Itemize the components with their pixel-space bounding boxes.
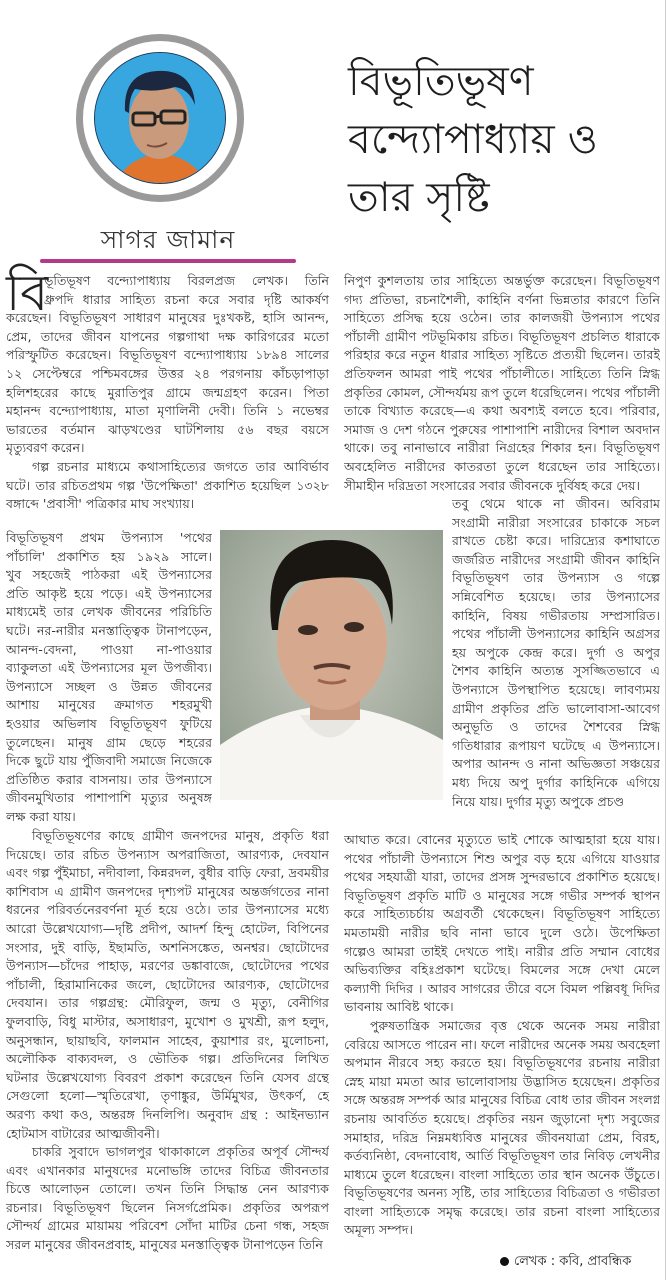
text-line: তবু থেমে থাকে না জীবন। অবিরাম	[452, 496, 660, 511]
text-line: নিপুণ কুশলতায় তার সাহিত্যে অন্তর্ভুক্ত করেছেন। বিভূতিভূষণ	[344, 273, 660, 288]
text-line: ভূতিভূষণ বন্দ্যোপাধ্যায় বিরলপ্রজ লেখক। তিনি	[44, 273, 329, 288]
text-line: পথের পাঁচালী উপন্যাসের কাহিনি অগ্রসর	[452, 626, 660, 642]
text-line: আঘাত করে। বোনের মৃত্যুতে ভাই শোকে আত্মহারা হয়ে যায়।	[344, 832, 660, 847]
text-line: শৈশব কাহিনি অত্যন্ত সুসজ্জিতভাবে এ	[452, 663, 660, 679]
text-line: উপন্যাসে উপস্থাপিত হয়েছে। লাবণ্যময়	[452, 681, 660, 697]
text-line: অপার আনন্দ ও নানা অভিজ্ঞতা সঞ্চয়ের	[452, 756, 660, 772]
text-line: কাহিনি, বিষয় গভীরতায় সম্প্রসারিত।	[452, 607, 660, 623]
text-line: স্নেহ মায়া মমতা আর ভালোবাসায় উদ্ভাসিত হয়েছেন। প্রকৃতির	[344, 1073, 660, 1089]
text-line: পাঁচালী গ্রামীণ পটভূমিকায় রচিত। বিভূতিভূষণ প্রচলিত ধারাকে	[344, 328, 660, 344]
text-line: প্রেম, তাদের জীবন যাপনের গল্পগাথা দক্ষ কারিগরের মতো	[6, 328, 329, 344]
text-line: পাঁচালি' প্রকাশিত হয় ১৯২৯ সালে।	[6, 548, 212, 564]
text-line: গল্প রচনার মাধ্যমে কথাসাহিত্যের জগতে তার আবির্ভাব	[32, 458, 329, 474]
text-line: আনন্দ-বেদনা, পাওয়া না-পাওয়ার	[6, 641, 212, 657]
right-column-bottom	[344, 831, 660, 1240]
text-line: মধ্য দিয়ে অপু দুর্গার কাহিনিকে এগিয়ে	[452, 774, 660, 790]
text-line: জীবনমুখিতার পাশাপাশি মৃত্যুর অনুষঙ্গ	[6, 790, 212, 806]
text-line: সংগ্রামী নারীরা সংসারের চাকাকে সচল	[452, 514, 660, 530]
left-column-top	[6, 272, 329, 514]
text-line: পরিহার করে নতুন ধারার সাহিত্য সৃষ্টিতে প্রত্যয়ী ছিলেন। তারই	[344, 347, 660, 363]
text-line: বিভূতিভূষণ প্রকৃতি মাটি ও মানুষের সঙ্গে গভীর সম্পর্ক স্থাপন	[344, 887, 660, 903]
author-name: সাগর জামান	[100, 225, 236, 254]
text-line: করেছেন। বিভূতিভূষণ সাধারণ মানুষের দুঃখকষ্ট, হাসি আনন্দ,	[6, 310, 329, 326]
text-line: মৃত্যুবরণ করেন।	[6, 440, 85, 456]
author-photo	[94, 52, 226, 184]
text-line: প্রকৃতির কোমল, সৌন্দর্যময় রূপ তুলে ধরেছিলেন। পথের পাঁচালী	[344, 384, 660, 400]
accent-divider	[40, 259, 296, 263]
bibhutibhushan-portrait	[220, 530, 443, 800]
text-line: ভারতের বর্তমান ঝাড়খণ্ডের ঘাটশিলায় ৫৬ বছর বয়সে	[6, 421, 329, 437]
text-line: কাশিবাস এ গ্রামীণ জনপদের দৃশ্যপট মানুষের অন্তর্জগতের নানা	[6, 883, 329, 899]
text-line: সঙ্গে অন্তরঙ্গ সম্পর্ক আর মানুষের বিচিত্র বোধ তার জীবন সংলগ্ন	[344, 1092, 660, 1108]
text-line: পুরুষতান্ত্রিক সমাজের বৃত্ত থেকে অনেক সময় নারীরা	[370, 1017, 660, 1033]
text-line: অলৌকিক বাক্যবদল, ও ভৌতিক গল্প। প্রতিদিনের লিখিত	[6, 1051, 329, 1067]
text-line: বিভূতিভূষণের কাছে গ্রামীণ জনপদের মানুষ, প্রকৃতি ধরা	[32, 828, 329, 843]
text-line: ধ্রুপদি ধারার সাহিত্য রচনা করে সবার দৃষ্টি আকর্ষণ	[44, 291, 329, 307]
text-line: প্রতিফলন আমরা পাই পথের পাঁচালীতে। সাহিত্যে তিনি স্নিগ্ধ	[344, 365, 660, 381]
text-line: মাধ্যমেই তার লেখক জীবনের পরিচিতি	[6, 604, 212, 620]
text-line: হওয়ার অভিলাষ বিভূতিভূষণ ফুটিয়ে	[6, 715, 212, 731]
text-line: পরিস্ফুটিত করেছেন। বিভূতিভূষণ বন্দ্যোপাধ্যায় ১৮৯৪ সালের	[6, 347, 329, 363]
text-line: কর্তব্যনিষ্ঠা, বেদনাবোধ, আর্তি বিভূতিভূষণ তার নিবিড় লেখনীর	[344, 1148, 660, 1164]
drop-cap: বি	[6, 264, 49, 322]
text-line: হলিশহরের কাছে মুরাতিপুর গ্রামে জন্মগ্রহণ করেন। পিতা	[6, 384, 329, 400]
text-line: আরো উল্লেখযোগ্য—দৃষ্টি প্রদীপ, আদর্শ হিন্দু হোটেল, বিপিনের	[6, 920, 329, 936]
author-portrait-icon	[95, 53, 226, 184]
text-line: উপন্যাসে সচ্ছল ও উন্নত জীবনের	[6, 678, 212, 694]
text-line: ঘটে। তার রচিতপ্রথম গল্প 'উপেক্ষিতা' প্রকাশিত হয়েছিল ১৩২৮	[6, 477, 329, 493]
text-line: সেগুলো হলো—স্মৃতিরেখা, তৃণাঙ্কুর, উর্মিমুখর, উৎকর্ণ, হে	[6, 1088, 329, 1104]
text-line: পাঁচালী, হিরামানিকের জলে, ছোটোদের আরণ্যক, ছোটোদের	[6, 976, 329, 992]
text-line: গ্রামীণ প্রকৃতির প্রতি ভালোবাসা-আবেগ	[452, 700, 660, 716]
text-line: ফুলবাড়ি, বিধু মাস্টার, অসাধারণ, মুখোশ ও মুখশ্রী, রূপ হলুদ,	[6, 1013, 329, 1029]
text-line: বাংলা সাহিত্যকে সমৃদ্ধ করেছে। তার রচনা বাংলা সাহিত্যের	[344, 1203, 660, 1219]
text-line: দেবযান। তার গল্পগ্রন্থ: মৌরিফুল, জন্ম ও মৃত্যু, বেনীগির	[6, 995, 329, 1011]
text-line: ঘটে। নর-নারীর মনস্তাত্ত্বিক টানাপড়েন,	[6, 622, 212, 638]
text-line: মাধ্যমে তুলে ধরেছেন। বাংলা সাহিত্যে তার স্থান অনেক উঁচুতে।	[344, 1166, 660, 1182]
text-line: থাকে। তবু নানাভাবে নারীরা নিগ্রহের শিকার হন। বিভূতিভূষণ	[344, 440, 660, 456]
text-line: গতিধারার রূপায়ণ ঘটেছে এ উপন্যাসে।	[452, 737, 660, 753]
text-line: গদ্য প্রতিভা, রচনাশৈলী, কাহিনি বর্ণনা ভিন্নতার কারণে তিনি	[344, 291, 660, 307]
text-line: দিকে ছুটে যায় পুঁজিবাদী সমাজে নিজেকে	[6, 753, 212, 769]
text-line: রচনার। বিভূতিভূষণ ছিলেন নিসর্গপ্রেমিক। প্রকৃতির অপরূপ	[6, 1199, 329, 1215]
author-credit	[500, 1252, 631, 1273]
title-line: বিভূতিভূষণ	[348, 57, 534, 105]
text-line: বিভূতিভূষণের অনন্য সৃষ্টি, তার সাহিত্যের বিচিত্রতা ও গভীরতা	[344, 1185, 660, 1201]
text-line: করে সাহিত্যচর্চায় অগ্রবর্তী থেকেছেন। বিভূতিভূষণ সাহিত্যে	[344, 906, 660, 922]
text-line: পথের পাঁচালী উপন্যাসে শিশু অপুর বড় হয়ে এগিয়ে যাওয়ার	[344, 850, 660, 866]
text-line: মমতাময়ী নারীর ছবি নানা ভাবে দুলে ওঠে। উপেক্ষিতা	[344, 924, 660, 940]
text-line: জর্জরিত নারীদের সংগ্রামী জীবন কাহিনি	[452, 551, 660, 567]
text-line: সমাহার, দরিদ্র নিম্নমধ্যবিত্ত মানুষের জীবনযাত্রা প্রেম, বিরহ,	[344, 1129, 660, 1145]
text-line: নিয়ে যায়। দুর্গার মৃত্যু অপুকে প্রচণ্ড	[452, 793, 625, 809]
text-line: ব্যাকুলতা এই উপন্যাসের মূল উপজীব্য।	[6, 660, 212, 676]
text-line: রচনায় আবর্তিত হয়েছে। প্রকৃতির নয়ন জুড়ানো দৃশ্য সবুজের	[344, 1110, 660, 1126]
text-line: প্রতিষ্ঠিত করার বাসনায়। তার উপন্যাসে	[6, 771, 212, 787]
text-line: অবহেলিত নারীদের কাতরতা তুলে ধরেছেন তার সাহিত্যে।	[344, 458, 660, 474]
text-line: অভিব্যক্তির বহিঃপ্রকাশ ঘটেছে। বিমলের সঙ্গে দেখা মেলে	[344, 962, 660, 978]
text-line: সরল মানুষের জীবনপ্রবাহ, মানুষের মনস্তাত্ত্বিক টানাপড়েন তিনি	[6, 1237, 323, 1253]
text-line: খুব সহজেই পাঠকরা এই উপন্যাসের	[6, 567, 212, 583]
page-edge-line	[665, 0, 666, 1280]
text-line: সন্নিবেশিত হয়েছে। তার উপন্যাসের	[452, 588, 660, 604]
text-line: বঙ্গাব্দে 'প্রবাসী' পত্রিকার মাঘ সংখ্যায়।	[6, 496, 195, 512]
portrait-image-icon	[220, 530, 443, 800]
text-line: চিত্তে আলোড়ন তোলে। তখন তিনি সিদ্ধান্ত নেন আরণ্যক	[6, 1181, 329, 1197]
left-column-bottom	[6, 827, 329, 1255]
text-line: সৌন্দর্য গ্রামের মায়াময় পরিবেশ সোঁদা মাটির চেনা গন্ধ, সহজ	[6, 1218, 329, 1234]
text-line: তুলেছেন। মানুষ গ্রাম ছেড়ে শহরের	[6, 734, 212, 750]
right-column-narrow	[452, 495, 660, 811]
text-line: সমাজ ও দেশ গঠনে পুরুষের পাশাপাশি নারীদের বিশাল অবদান	[344, 421, 660, 437]
text-line: অনুভূতি ও তাদের শৈশবের স্নিগ্ধ	[452, 719, 660, 735]
text-line: বেরিয়ে আসতে পারেন না। ফলে নারীদের অনেক সময় অবহেলা	[344, 1036, 660, 1052]
text-line: তাকে বিখ্যাত করেছে—এ কথা অবশ্যই বলতে হবে। পরিবার,	[344, 403, 660, 419]
text-line: বিভূতিভূষণ প্রথম উপন্যাস 'পথের	[6, 530, 212, 545]
left-column-narrow	[6, 529, 212, 827]
text-line: ১২ সেপ্টেম্বরে পশ্চিমবঙ্গের উত্তর ২৪ পরগনায় কাঁচড়াপাড়া	[6, 365, 329, 381]
text-line: অমূল্য সম্পদ।	[344, 1222, 413, 1238]
author-photo-frame	[76, 34, 244, 202]
text-line: এবং গল্প পুঁইমাচা, নদীবালা, কিন্নরদল, বুধীর বাড়ি ফেরা, দ্রবময়ীর	[6, 865, 329, 881]
text-line: ভাবনায় আবিষ্ট থাকে।	[344, 999, 454, 1015]
text-line: সীমাহীন দরিদ্রতা সংসারের সবার জীবনকে দুর্বিষহ করে দেয়।	[344, 477, 640, 493]
bullet-icon	[500, 1257, 509, 1266]
title-line: বন্দ্যোপাধ্যায় ও	[348, 115, 598, 163]
article-title	[348, 52, 598, 226]
text-line: হোটমাস বাটারের আত্মজীবনী।	[6, 1125, 160, 1141]
text-line: লক্ষ করা যায়।	[6, 808, 76, 824]
text-line: দিয়েছে। তার রচিত উপন্যাস অপরাজিতা, আরণ্যক, দেবযান	[6, 846, 329, 862]
text-line: উপন্যাস—চাঁদের পাহাড়, মরণের ডঙ্কাবাজে, ছোটোদের পথের	[6, 958, 329, 974]
text-line: সংসার, দুই বাড়ি, ইছামতি, অশনিসঙ্কেত, অনশ্বর। ছোটোদের	[6, 939, 329, 955]
text-line: হয় অপুকে কেন্দ্র করে। দুর্গা ও অপুর	[452, 644, 660, 660]
text-line: প্রতি আকৃষ্ট হয়ে পড়ে। এই উপন্যাসের	[6, 585, 212, 601]
text-line: সাহিত্যে প্রসিদ্ধ হয়ে ওঠেন। তার কালজয়ী উপন্যাস পথের	[344, 310, 660, 326]
text-line: গল্পেও আমরা তাইই দেখতে পাই। নারীর প্রতি সম্মান বোধের	[344, 943, 660, 959]
text-line: চাকরি সুবাদে ভাগলপুর থাকাকালে প্রকৃতির অপূর্ব সৌন্দর্য	[32, 1144, 329, 1160]
text-line: ঘটনার উল্লেখযোগ্য বিবরণ প্রকাশ করেছেন তিনি যেসব গ্রন্থে	[6, 1069, 329, 1085]
text-line: অনুসন্ধান, ছায়াছবি, ফালমান সাহেব, কুয়াশার রং, মুলোচনা,	[6, 1032, 329, 1048]
text-line: পথের সহযাত্রী যারা, তাদের প্রসঙ্গ সুন্দরভাবে প্রকাশিত হয়েছে।	[344, 869, 660, 885]
text-line: অরণ্য কথা কও, অন্তরঙ্গ দিনলিপি। অনুবাদ গ্রন্থ : আইনভ্যান	[6, 1106, 329, 1122]
text-line: মহানন্দ বন্দ্যোপাধ্যায়, মাতা মৃণালিনী দেবী। তিনি ১ নভেম্বর	[6, 403, 329, 419]
text-line: আশায় মানুষের ক্রমাগত শহরমুখী	[6, 697, 212, 713]
text-line: কল্যাণী দিদির । আরব সাগরের তীরে বসে বিমল পল্লিবধূ দিদির	[344, 980, 660, 996]
author-credit-text: লেখক : কবি, প্রাবন্ধিক	[514, 1254, 632, 1269]
right-column-top	[344, 272, 660, 495]
text-line: অপমান নীরবে সহ্য করতে হয়। বিভূতিভূষণের রচনায় নারীরা	[344, 1055, 660, 1071]
text-line: রাখতে চেষ্টা করে। দারিদ্র্যের কশাঘাতে	[452, 533, 660, 549]
text-line: এবং এখানকার মানুষদের মনোভঙ্গি তাদের বিচিত্র জীবনতার	[6, 1162, 329, 1178]
title-line: তার সৃষ্টি	[348, 173, 490, 221]
text-line: বিভূতিভূষণ তার উপন্যাস ও গল্পে	[452, 570, 660, 586]
text-line: ধরনের পরিবর্তনেরবর্ণনা মূর্ত হয়ে ওঠে। তার উপন্যাসের মধ্যে	[6, 902, 329, 918]
